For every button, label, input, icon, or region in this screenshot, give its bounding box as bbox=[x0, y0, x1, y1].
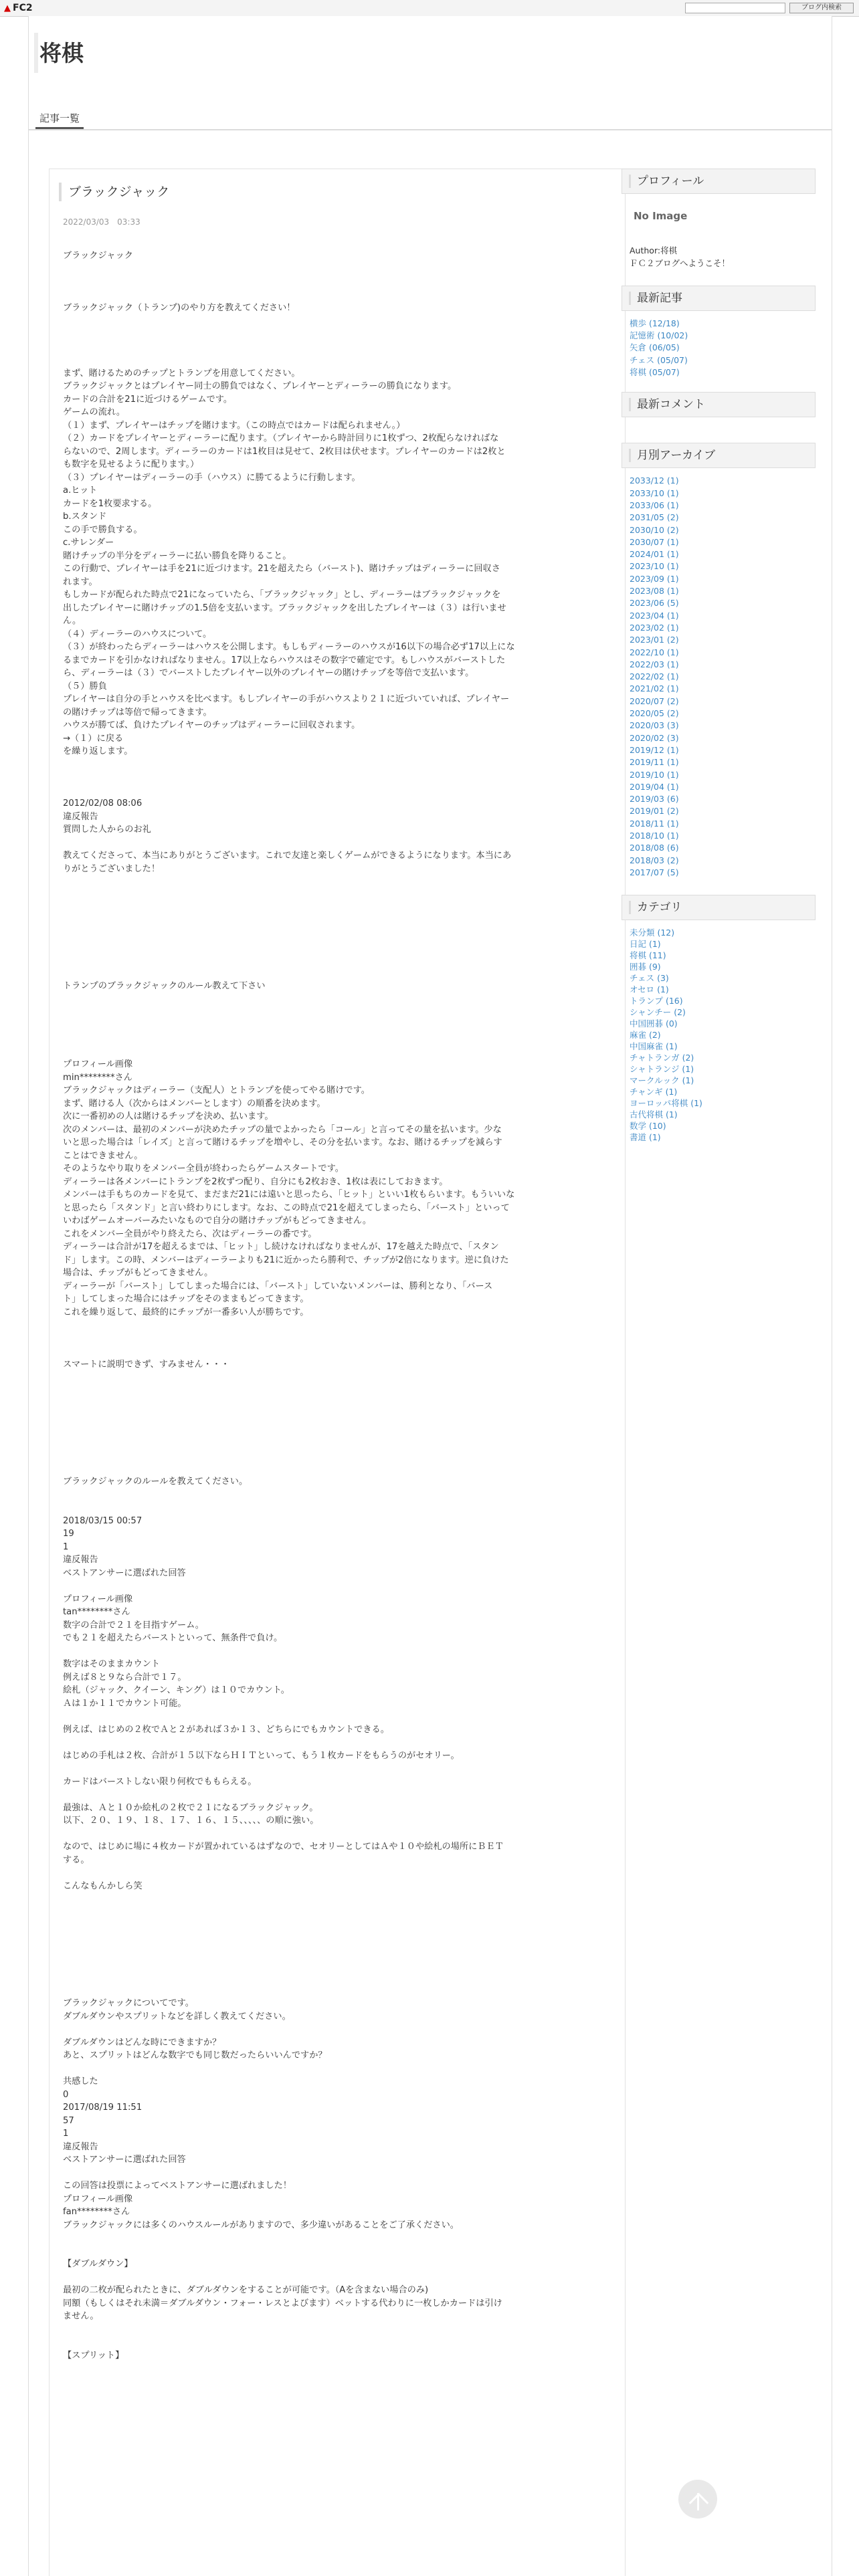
category-link[interactable]: 中国囲碁 (0) bbox=[630, 1018, 678, 1029]
entry-line: いわばゲームオーバーみたいなもので自分の賭けチップがもどってきません。 bbox=[63, 1216, 372, 1226]
entry-line: 次のメンバーは、最初のメンバーが決めたチップの量でよかったら「コール」と言ってその量を払います。少な bbox=[63, 1124, 502, 1135]
archive-link[interactable]: 2018/10 (1) bbox=[630, 830, 679, 841]
entry-line: Ａは１か１１でカウント可能。 bbox=[63, 1698, 187, 1709]
entry-line: 2018/03/15 00:57 bbox=[63, 1515, 142, 1526]
category-link[interactable]: 書道 (1) bbox=[630, 1132, 661, 1143]
entry-line bbox=[63, 875, 611, 889]
entry-line bbox=[63, 263, 611, 276]
blog-search-input[interactable] bbox=[685, 3, 785, 13]
archive-link[interactable]: 2019/01 (2) bbox=[630, 806, 679, 817]
category-link[interactable]: 麻雀 (2) bbox=[630, 1030, 661, 1041]
entry-line: fan********さん bbox=[63, 2207, 130, 2217]
archive-link[interactable]: 2023/10 (1) bbox=[630, 561, 679, 572]
entry-line bbox=[63, 1971, 611, 1984]
archive-link[interactable]: 2023/01 (2) bbox=[630, 635, 679, 645]
archive-link[interactable]: 2020/07 (2) bbox=[630, 695, 679, 706]
entry-line: 最初の二枚が配られたときに、ダブルダウンをすることが可能です。（Aを含まない場合のみ) bbox=[63, 2285, 429, 2295]
entry-date bbox=[63, 217, 149, 227]
entry-line bbox=[63, 1710, 611, 1723]
archive-link[interactable]: 2019/04 (1) bbox=[630, 781, 679, 792]
entry-line: 共感した bbox=[63, 2076, 98, 2086]
entry-line bbox=[63, 341, 611, 354]
entry-line: スマートに説明できず、すみません・・・ bbox=[63, 1359, 230, 1370]
entry-line: こんなもんかしら笑 bbox=[63, 1881, 142, 1891]
archive-link[interactable]: 2031/05 (2) bbox=[630, 512, 679, 523]
entry-line: 【ダブルダウン】 bbox=[63, 2259, 133, 2269]
entry-line: （３）が終わったらディーラーはハウスを公開します。もしもディーラーのハウスが16以下の場合必ず17以上にな bbox=[63, 642, 515, 652]
entry-line bbox=[63, 967, 611, 980]
entry-line bbox=[63, 1828, 611, 1841]
archive-link[interactable]: 2017/07 (5) bbox=[630, 867, 679, 877]
archive-link[interactable]: 2019/12 (1) bbox=[630, 744, 679, 755]
archive-link[interactable]: 2030/07 (1) bbox=[630, 536, 679, 547]
entry-line: れます。 bbox=[63, 576, 98, 587]
entry-line bbox=[63, 1006, 611, 1019]
entry-line bbox=[63, 1371, 611, 1384]
entry-line: ません。 bbox=[63, 2311, 99, 2321]
entry-line: ド」します。この時、メンバーはディーラーよりも21に近かったら勝利で、チップが2倍になります。逆に負けた bbox=[63, 1255, 509, 1265]
fc2-logo-icon: ▲ bbox=[4, 3, 11, 13]
entry-line bbox=[63, 1919, 611, 1932]
entry-line: ディーラーは各メンバーにトランプを2枚ずつ配り、自分にも2枚おき、1枚は表にしておきます。 bbox=[63, 1176, 448, 1187]
category-link[interactable]: 囲碁 (9) bbox=[630, 962, 661, 972]
entry-line bbox=[63, 1736, 611, 1749]
category-list bbox=[622, 920, 816, 1150]
entry-line bbox=[63, 1489, 611, 1502]
entry-line: 57 bbox=[63, 2115, 74, 2126]
entry-line: b.スタンド bbox=[63, 512, 107, 522]
entry-line: 賭けチップの半分をディーラーに払い勝負を降りること。 bbox=[63, 550, 292, 561]
entry-line bbox=[63, 2062, 611, 2076]
entry-line bbox=[63, 915, 611, 928]
fc2-toolbar bbox=[0, 0, 859, 17]
entry-line: カードの合計を21に近づけるゲームです。 bbox=[63, 394, 233, 405]
sidebar-archives-title: 月別アーカイブ bbox=[622, 443, 816, 468]
entry-line: 以下、２０、１９、１８、１７、１６、１５、、、、、の順に強い。 bbox=[63, 1816, 319, 1826]
entry-line: ブラックジャックについてです。 bbox=[63, 1998, 194, 2008]
entry-line: ダブルダウンはどんな時にできますか？ bbox=[63, 2037, 221, 2048]
entry-line: 2017/08/19 11:51 bbox=[63, 2103, 142, 2113]
entry-line bbox=[63, 901, 611, 915]
entry-line: ト」してしまった場合にはチップをそのままもどってきます。 bbox=[63, 1294, 309, 1304]
archive-link[interactable]: 2019/10 (1) bbox=[630, 769, 679, 780]
category-link[interactable]: ヨーロッパ将棋 (1) bbox=[630, 1098, 702, 1109]
fc2-logo-text: FC2 bbox=[13, 3, 33, 13]
archive-link[interactable]: 2019/11 (1) bbox=[630, 757, 679, 768]
entry-line bbox=[63, 1932, 611, 1945]
sidebar-categories bbox=[622, 895, 816, 1150]
entry-line: この回答は投票によってベストアンサーに選ばれました！ bbox=[63, 2181, 292, 2191]
entry-line: 19 bbox=[63, 1529, 74, 1539]
entry-line: 違反報告 bbox=[63, 2141, 98, 2152]
entry-line: トランプのブラックジャックのルール教えて下さい bbox=[63, 981, 266, 991]
archive-link[interactable]: 2019/03 (6) bbox=[630, 794, 679, 804]
entry-date-value: 2022/03/03 bbox=[63, 217, 110, 227]
entry-line: メンバーは手もちのカードを見て、まだまだ21には遠いと思ったら、「ヒット」といい1枚もらいます。もういいな bbox=[63, 1190, 515, 1200]
entry-line: るまでカードを引かなければなりません。17以上ならハウスはその数字で確定です。もしハウスがバーストした bbox=[63, 655, 506, 665]
entry-line bbox=[63, 1032, 611, 1045]
category-link[interactable]: シャンチー (2) bbox=[630, 1007, 686, 1018]
entry-line bbox=[63, 276, 611, 289]
entry-line: ブラックジャックはディーラー（支配人）とトランプを使ってやる賭けです。 bbox=[63, 1085, 370, 1095]
entry-body bbox=[63, 249, 611, 2362]
entry-line: 1 bbox=[63, 2129, 69, 2139]
category-link[interactable]: 日記 (1) bbox=[630, 939, 661, 950]
recent-article-link[interactable]: 矢倉 (06/05) bbox=[630, 342, 680, 353]
entry-title[interactable]: ブラックジャック bbox=[59, 183, 617, 201]
blog-header bbox=[29, 16, 832, 111]
sidebar-comments-title: 最新コメント bbox=[622, 392, 816, 417]
entry-line: ディーラーは合計が17を超えるまでは、「ヒット」し続けなければなりませんが、17を越えた時点で、「スタン bbox=[63, 1242, 499, 1252]
archive-link[interactable]: 2033/06 (1) bbox=[630, 500, 679, 510]
entry-line: （５）勝負 bbox=[63, 681, 107, 691]
entry-line bbox=[63, 1893, 611, 1906]
entry-line: →（１）に戻る bbox=[63, 733, 124, 744]
entry-line: 質問した人からのお礼 bbox=[63, 825, 151, 835]
entry-line: （４）ディーラーのハウスについて。 bbox=[63, 629, 212, 639]
entry-line bbox=[63, 2245, 611, 2258]
sidebar-recent bbox=[622, 286, 816, 385]
entry-line bbox=[63, 1045, 611, 1059]
entry-line: ブラックジャック（トランプ)のやり方を教えてください！ bbox=[63, 303, 296, 313]
entry-line bbox=[63, 993, 611, 1006]
archive-link[interactable]: 2022/03 (1) bbox=[630, 659, 679, 669]
recent-article-link[interactable]: 記憶術 (10/02) bbox=[630, 330, 688, 341]
page-container bbox=[28, 16, 832, 2576]
category-link[interactable]: チャトランガ (2) bbox=[630, 1053, 694, 1063]
category-link[interactable]: 古代将棋 (1) bbox=[630, 1109, 678, 1120]
entry-line bbox=[63, 928, 611, 941]
entry-line bbox=[63, 1762, 611, 1776]
category-link[interactable]: オセロ (1) bbox=[630, 984, 669, 995]
entry-line: まず、賭けるためのチップとトランプを用意してください。 bbox=[63, 368, 300, 379]
entry-line bbox=[63, 1501, 611, 1515]
entry-line bbox=[63, 2023, 611, 2036]
entry-line: もしカードが配られた時点で21になっていたら、「ブラックジャック」とし、ディーラーはブラックジャックを bbox=[63, 590, 501, 600]
blog-title[interactable]: 将棋 bbox=[39, 40, 84, 66]
entry-line: 1 bbox=[63, 1541, 69, 1552]
category-link[interactable]: 数学 (10) bbox=[630, 1121, 666, 1132]
archive-link[interactable]: 2020/02 (3) bbox=[630, 732, 679, 743]
entry-line: 最強は、Ａと１０か絵札の２枚で２１になるブラックジャック。 bbox=[63, 1802, 318, 1813]
entry-line: 場合は、チップがもどってきません。 bbox=[63, 1268, 213, 1278]
entry-line: これを繰り返して、最終的にチップが一番多い人が勝ちです。 bbox=[63, 1307, 309, 1317]
entry-line bbox=[63, 889, 611, 902]
archive-link[interactable]: 2023/09 (1) bbox=[630, 573, 679, 584]
entry-line: 例えば８と９なら合計で１７。 bbox=[63, 1672, 187, 1683]
recent-article-link[interactable]: チェス (05/07) bbox=[630, 354, 688, 365]
archive-link[interactable]: 2018/11 (1) bbox=[630, 818, 679, 829]
entry-line bbox=[63, 1423, 611, 1436]
sidebar-categories-title: カテゴリ bbox=[622, 895, 816, 920]
category-link[interactable]: トランプ (16) bbox=[630, 996, 683, 1006]
sidebar-recent-title: 最新記事 bbox=[622, 286, 816, 311]
entry-line bbox=[63, 1332, 611, 1346]
entry-line bbox=[63, 289, 611, 302]
sidebar-archives bbox=[622, 443, 816, 885]
entry-line bbox=[63, 837, 611, 850]
entry-line bbox=[63, 954, 611, 967]
entry-line: ん。 bbox=[63, 616, 82, 626]
entry-line: min********さん bbox=[63, 1072, 132, 1083]
entry-line bbox=[63, 354, 611, 367]
entry-line: （３）プレイヤーはディーラーの手（ハウス）に勝てるように行動します。 bbox=[63, 472, 361, 483]
entry-line: c.サレンダー bbox=[63, 538, 114, 548]
entry-line: なので、はじめに場に４枚カードが置かれているはずなので、セオリーとしてはＡや１０や絵札の場所にＢＥＴ bbox=[63, 1842, 504, 1852]
entry-line: ハウスが勝てば、負けたプレイヤーのチップはディーラーに回収されます。 bbox=[63, 720, 361, 730]
entry-line: 違反報告 bbox=[63, 811, 98, 822]
recent-article-link[interactable]: 横歩 (12/18) bbox=[630, 318, 680, 328]
entry-line: 【スプリット】 bbox=[63, 2350, 124, 2361]
archive-link[interactable]: 2033/10 (1) bbox=[630, 488, 679, 498]
entry-line bbox=[63, 1580, 611, 1593]
profile-author: Author:将棋 bbox=[630, 245, 678, 256]
sidebar-profile-title: プロフィール bbox=[622, 169, 816, 194]
entry-line bbox=[63, 1463, 611, 1476]
archive-link[interactable]: 2020/05 (2) bbox=[630, 708, 679, 719]
entry-line: これをメンバー全員がやり終えたら、次はディーラーの番です。 bbox=[63, 1228, 317, 1239]
title-accent-bar bbox=[34, 33, 38, 73]
entry-line: らないので、2周します。ディーラーのカードは1枚目は見せて、2枚目は伏せます。プレイヤーのカードは2枚と bbox=[63, 446, 506, 457]
archive-link[interactable]: 2023/06 (5) bbox=[630, 598, 679, 609]
entry-line: と思ったら「スタンド」と言い終わりにします。なお、この時点で21を超えてしまったら、「バースト」といって bbox=[63, 1202, 510, 1213]
entry-line: プレイヤーは自分の手とハウスを比べます。もしプレイヤーの手がハウスより２１に近づいていれば、プレイヤー bbox=[63, 694, 510, 704]
entry-line bbox=[63, 1319, 611, 1332]
entry-line: も数字を見せるように配ります。） bbox=[63, 459, 199, 469]
entry-line bbox=[63, 2271, 611, 2284]
entry-line bbox=[63, 1019, 611, 1033]
entry-line: ダブルダウンやスプリットなどを詳しく教えてください。 bbox=[63, 2011, 291, 2022]
entry-line bbox=[63, 1345, 611, 1358]
entry-line bbox=[63, 2232, 611, 2245]
profile-no-image: No Image bbox=[634, 210, 688, 222]
entry-line: ブラックジャック bbox=[63, 251, 133, 261]
entry-line bbox=[63, 1384, 611, 1398]
archive-link[interactable]: 2021/02 (1) bbox=[630, 683, 679, 694]
archive-link[interactable]: 2022/02 (1) bbox=[630, 671, 679, 682]
entry-line: カードはバーストしない限り何枚でももらえる。 bbox=[63, 1776, 257, 1787]
entry-line bbox=[63, 771, 611, 784]
entry-line bbox=[63, 784, 611, 798]
entry-line: ブラックジャックのルールを教えてください。 bbox=[63, 1477, 248, 1487]
entry-line: カードを1枚要求する。 bbox=[63, 498, 157, 509]
entry-line: 違反報告 bbox=[63, 1555, 98, 1565]
entry-line bbox=[63, 1645, 611, 1658]
entry-line: でも２１を超えたらバーストといって、無条件で負け。 bbox=[63, 1633, 283, 1643]
entry-line: a.ヒット bbox=[63, 486, 98, 496]
entry-line: 例えば、はじめの２枚でＡと２があれば３か１３、どちらにでもカウントできる。 bbox=[63, 1724, 389, 1735]
archive-link[interactable]: 2020/03 (3) bbox=[630, 720, 679, 731]
entry-line: ゲームの流れ。 bbox=[63, 407, 126, 417]
category-link[interactable]: チェス (3) bbox=[630, 973, 669, 984]
category-link[interactable]: 将棋 (11) bbox=[630, 950, 666, 961]
entry-line bbox=[63, 2167, 611, 2180]
entry-line: この行動で、プレイヤーは手を21に近づけます。21を超えたら（バースト)、賭けチップはディーラーに回収さ bbox=[63, 564, 500, 574]
entry-line: 数字はそのままカウント bbox=[63, 1659, 161, 1669]
entry-line bbox=[63, 328, 611, 341]
entry-line: プロフィール画像 bbox=[63, 2193, 133, 2204]
category-link[interactable]: 未分類 (12) bbox=[630, 928, 675, 938]
entry-line: はじめの手札は２枚、合計が１５以下ならＨＩＴといって、もう１枚カードをもらうのがセオリー。 bbox=[63, 1750, 460, 1761]
entry-line: ベストアンサーに選ばれた回答 bbox=[63, 1568, 186, 1578]
entry-line: 出したプレイヤーに賭けチップの1.5倍を支払います。ブラックジャックを出したプレイヤーは（３）は行いませ bbox=[63, 603, 506, 613]
category-link[interactable]: チャンギ (1) bbox=[630, 1087, 678, 1097]
archive-link[interactable]: 2022/10 (1) bbox=[630, 647, 679, 657]
entry-line: を繰り返します。 bbox=[63, 746, 133, 756]
entry-line: の賭けチップは等倍で帰ってきます。 bbox=[63, 707, 212, 718]
entry-line bbox=[63, 1984, 611, 1998]
entry-line: 絵札（ジャック、クイーン、キング）は１０でカウント。 bbox=[63, 1685, 290, 1695]
archive-link[interactable]: 2033/12 (1) bbox=[630, 475, 679, 486]
entry-line: （１）まず、プレイヤーはチップを賭けます。（この時点ではカードは配られません。） bbox=[63, 420, 405, 431]
archive-link[interactable]: 2023/02 (1) bbox=[630, 622, 679, 633]
entry-line bbox=[63, 1410, 611, 1424]
entry-line bbox=[63, 1788, 611, 1802]
entry-line: りがとうございました！ bbox=[63, 863, 161, 874]
entry-line bbox=[63, 1906, 611, 1919]
archive-link[interactable]: 2023/04 (1) bbox=[630, 610, 679, 621]
entry-line: いと思った場合は「レイズ」と言って賭けるチップを増やし、その分を払います。なお、賭けるチップを減らす bbox=[63, 1138, 502, 1148]
entry-line: あと、スプリットはどんな数字でも同じ数だったらいいんですか？ bbox=[63, 2050, 327, 2060]
entry-line: 0 bbox=[63, 2089, 69, 2100]
entry-line bbox=[63, 1958, 611, 1971]
sidebar bbox=[622, 169, 816, 1150]
entry-line: 数字の合計で２１を目指すゲーム。 bbox=[63, 1620, 204, 1630]
entry-line: ら、ディーラーは（３）でバーストしたプレイヤー以外のプレイヤーの賭けチップを等倍で支払います。 bbox=[63, 668, 474, 678]
entry-line: まず、賭ける人（次からはメンバーとします）の順番を決めます。 bbox=[63, 1098, 326, 1109]
entry-line: 次に一番初めの人は賭けるチップを決め、払います。 bbox=[63, 1111, 274, 1121]
entry-line: ディーラーが「バースト」してしまった場合には、「バースト」していないメンバーは、勝利となり、「バース bbox=[63, 1281, 493, 1291]
entry-line bbox=[63, 1436, 611, 1450]
archive-link[interactable]: 2024/01 (1) bbox=[630, 549, 679, 560]
entry-line bbox=[63, 1945, 611, 1958]
sidebar-profile bbox=[622, 169, 816, 276]
entry-line: プロフィール画像 bbox=[63, 1059, 133, 1069]
entry-line: （２）カードをプレイヤーとディーラーに配ります。（プレイヤーから時計回りに1枚ずつ、2枚配らなければな bbox=[63, 433, 499, 443]
entry-time-value: 03:33 bbox=[117, 217, 140, 227]
entry-line: tan********さん bbox=[63, 1607, 130, 1617]
archive-list bbox=[622, 468, 816, 885]
blog-search-button[interactable]: ブログ内検索 bbox=[789, 3, 854, 13]
entry-line: ことはできません。 bbox=[63, 1150, 143, 1161]
profile-greeting: ＦＣ２ブログへようこそ！ bbox=[630, 257, 731, 268]
archive-link[interactable]: 2018/08 (6) bbox=[630, 843, 679, 853]
entry-article bbox=[49, 169, 626, 2576]
recent-article-link[interactable]: 将棋 (05/07) bbox=[630, 367, 680, 378]
category-link[interactable]: マークルック (1) bbox=[630, 1075, 694, 1086]
entry-line bbox=[63, 1397, 611, 1410]
sidebar-comments bbox=[622, 392, 816, 436]
entry-line: 2012/02/08 08:06 bbox=[63, 798, 142, 809]
entry-line: 教えてくださって、本当にありがとうございます。これで友達と楽しくゲームができるようになります。本当にあ bbox=[63, 851, 512, 861]
entry-line: この手で勝負する。 bbox=[63, 524, 142, 535]
entry-line: ベストアンサーに選ばれた回答 bbox=[63, 2155, 186, 2165]
archive-link[interactable]: 2018/03 (2) bbox=[630, 855, 679, 865]
entry-line bbox=[63, 315, 611, 328]
category-link[interactable]: シャトランジ (1) bbox=[630, 1064, 694, 1075]
entry-line: 同額（もしくはそれ未満＝ダブルダウン・フォー・レスとよびます）ベットする代わりに一枚しかカードは引け bbox=[63, 2298, 502, 2309]
entry-line bbox=[63, 1866, 611, 1880]
entry-line bbox=[63, 758, 611, 772]
category-link[interactable]: 中国麻雀 (1) bbox=[630, 1041, 678, 1052]
entry-line: そのようなやり取りをメンバー全員が終わったらゲームスタートです。 bbox=[63, 1164, 344, 1174]
archive-link[interactable]: 2023/08 (1) bbox=[630, 586, 679, 597]
entry-line: する。 bbox=[63, 1854, 90, 1865]
archive-link[interactable]: 2030/10 (2) bbox=[630, 524, 679, 535]
entry-line: ブラックジャックとはプレイヤー同士の勝負ではなく、プレイヤーとディーラーの勝負になります。 bbox=[63, 381, 457, 391]
fc2-logo[interactable] bbox=[4, 3, 33, 13]
entry-line bbox=[63, 941, 611, 954]
nav-tab-article-list[interactable]: 記事一覧 bbox=[35, 110, 84, 129]
entry-line: プロフィール画像 bbox=[63, 1594, 133, 1604]
entry-line bbox=[63, 1449, 611, 1463]
recent-list bbox=[622, 311, 816, 385]
scroll-to-top-icon[interactable] bbox=[678, 2480, 717, 2518]
nav-divider bbox=[29, 129, 832, 130]
entry-line: ブラックジャックには多くのハウスルールがありますので、多少違いがあることをご了承ください。 bbox=[63, 2220, 459, 2230]
entry-line bbox=[63, 2336, 611, 2349]
entry-line bbox=[63, 2323, 611, 2337]
